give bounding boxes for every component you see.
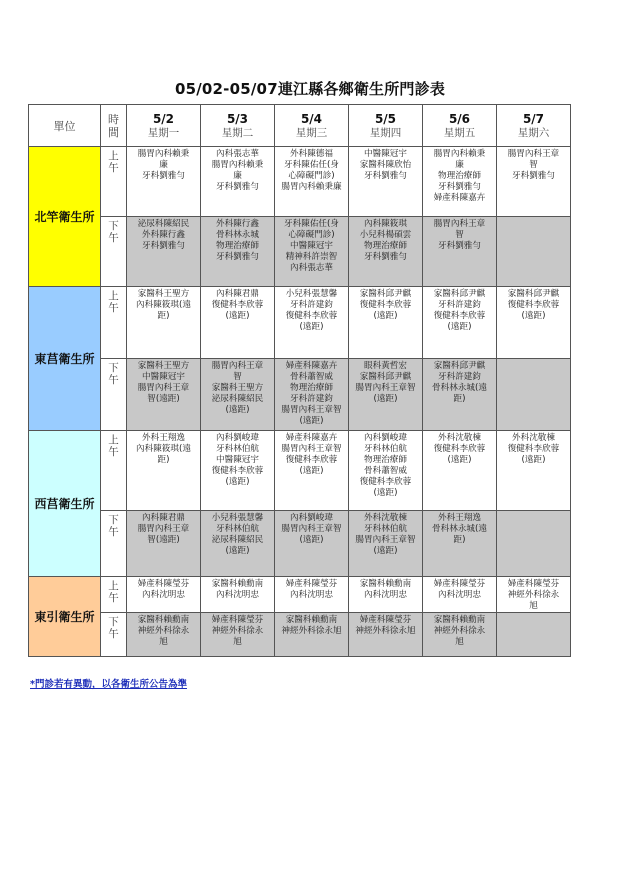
clinic-entry: 內科劉峻瑋 (216, 433, 259, 443)
day-date: 5/7 (522, 111, 545, 126)
clinic-entry: 心障礙門診) (288, 230, 335, 240)
clinic-cell (201, 577, 275, 613)
clinic-entry: 牙科劉雅勻 (142, 241, 185, 251)
day-weekday: 星期五 (443, 126, 476, 139)
clinic-cell (127, 217, 201, 287)
clinic-entry: (遠距) (299, 466, 324, 476)
clinic-entry: 家醫科賴勳南 (285, 615, 338, 625)
clinic-entry: 內科陳筱琪 (364, 219, 407, 229)
clinic-entry: 物理治療師 (216, 241, 259, 251)
station-name: 東引衛生所 (29, 577, 101, 657)
period-label (101, 217, 127, 287)
clinic-entry: 婦產科陳嘉卉 (285, 361, 338, 371)
clinic-entry: 復健科李欣蓉 (285, 455, 338, 465)
period-char: 上 (108, 434, 119, 446)
clinic-entry: 中醫陳冠宇 (142, 372, 185, 382)
period-char: 下 (108, 362, 119, 374)
schedule-row (29, 217, 571, 287)
day-header (349, 105, 423, 147)
clinic-entry: 家醫科邱尹麒 (507, 289, 560, 299)
clinic-cell (349, 287, 423, 359)
clinic-entry: 復健科李欣蓉 (285, 311, 338, 321)
clinic-entry: 婦產科陳瑩芬 (285, 579, 338, 589)
clinic-cell (201, 287, 275, 359)
clinic-entry: 骨科林永城(遠 (432, 524, 487, 534)
clinic-entry: 內科陳筱琪(遠 (136, 444, 191, 454)
day-weekday: 星期二 (221, 126, 254, 139)
clinic-cell (201, 431, 275, 511)
station-name: 北竿衛生所 (29, 147, 101, 287)
clinic-cell (275, 217, 349, 287)
clinic-entry: 牙科許建鈞 (438, 372, 481, 382)
clinic-entry: 腸胃內科王章 (137, 524, 190, 534)
day-date: 5/4 (300, 111, 323, 126)
period-char: 午 (108, 526, 119, 538)
period-label (101, 359, 127, 431)
clinic-entry: (遠距) (373, 394, 398, 404)
clinic-entry: 牙科許建鈞 (438, 300, 481, 310)
clinic-entry: 距) (157, 455, 170, 465)
clinic-cell (275, 287, 349, 359)
clinic-entry: 泌尿科陳紹民 (211, 394, 264, 404)
period-char: 午 (108, 592, 119, 604)
clinic-entry: 牙科劉雅勻 (216, 182, 259, 192)
clinic-entry: 心障礙門診) (288, 171, 335, 181)
period-label (101, 511, 127, 577)
clinic-entry: 牙科劉雅勻 (438, 182, 481, 192)
clinic-entry: 內科沈明忠 (364, 590, 407, 600)
clinic-entry: (遠距) (225, 546, 250, 556)
clinic-entry: 內科沈明忠 (438, 590, 481, 600)
clinic-entry: 牙科陳佑任(身 (284, 160, 339, 170)
period-char: 午 (108, 446, 119, 458)
period-char: 下 (108, 616, 119, 628)
clinic-entry: 神經外科徐永旭 (355, 626, 416, 636)
clinic-cell (127, 359, 201, 431)
clinic-entry: 家醫科邱尹麒 (433, 361, 486, 371)
period-char: 午 (108, 162, 119, 174)
time-header-char: 間 (108, 125, 119, 139)
period-char: 午 (108, 628, 119, 640)
clinic-entry: 外科沈敬棟 (364, 513, 407, 523)
clinic-cell (349, 147, 423, 217)
clinic-cell (423, 613, 497, 657)
day-header (201, 105, 275, 147)
clinic-entry: 牙科劉雅勻 (142, 171, 185, 181)
clinic-entry: 中醫陳冠宇 (290, 241, 333, 251)
clinic-entry: 家醫科王聖方 (211, 383, 264, 393)
station-name: 西莒衛生所 (29, 431, 101, 577)
clinic-cell (275, 511, 349, 577)
clinic-cell (497, 287, 571, 359)
period-char: 午 (108, 374, 119, 386)
clinic-entry: 眼科黃哲宏 (364, 361, 407, 371)
clinic-entry: 泌尿科陳紹民 (137, 219, 190, 229)
clinic-cell (349, 431, 423, 511)
clinic-entry: (遠距) (373, 311, 398, 321)
clinic-entry: (遠距) (373, 546, 398, 556)
day-weekday: 星期三 (295, 126, 328, 139)
clinic-cell (349, 359, 423, 431)
time-header (101, 105, 127, 147)
clinic-cell (275, 431, 349, 511)
clinic-entry: (遠距) (521, 455, 546, 465)
clinic-entry: 復健科李欣蓉 (433, 311, 486, 321)
clinic-entry: 牙科劉雅勻 (438, 241, 481, 251)
schedule-body (29, 147, 571, 657)
clinic-entry: 物理治療師 (364, 241, 407, 251)
clinic-entry: (遠距) (225, 405, 250, 415)
clinic-entry: (遠距) (521, 311, 546, 321)
clinic-entry: 家醫科賴勳南 (137, 615, 190, 625)
clinic-cell (497, 613, 571, 657)
clinic-entry: 中醫陳冠宇 (216, 455, 259, 465)
clinic-entry: 腸胃內科王章智 (281, 524, 342, 534)
clinic-cell (275, 147, 349, 217)
clinic-entry: (遠距) (373, 488, 398, 498)
day-date: 5/5 (374, 111, 397, 126)
clinic-entry: 內科沈明忠 (290, 590, 333, 600)
clinic-entry: 家醫科邱尹麒 (359, 372, 412, 382)
period-char: 午 (108, 232, 119, 244)
clinic-entry: 牙科劉雅勻 (364, 171, 407, 181)
clinic-entry: 廉 (159, 160, 168, 170)
clinic-entry: 家醫科邱尹麒 (359, 289, 412, 299)
clinic-entry: (遠距) (299, 535, 324, 545)
schedule-row (29, 613, 571, 657)
schedule-row (29, 147, 571, 217)
clinic-entry: 小兒科張慧馨 (285, 289, 338, 299)
period-label (101, 287, 127, 359)
clinic-cell (423, 511, 497, 577)
clinic-entry: 腸胃內科王章 (433, 219, 486, 229)
clinic-entry: 復健科李欣蓉 (507, 444, 560, 454)
clinic-entry: 泌尿科陳紹民 (211, 535, 264, 545)
period-char: 午 (108, 302, 119, 314)
unit-header: 單位 (29, 105, 101, 147)
clinic-cell (127, 577, 201, 613)
clinic-entry: 腸胃內科賴秉廉 (281, 182, 342, 192)
clinic-entry: 距) (157, 311, 170, 321)
clinic-entry: 婦產科陳瑩芬 (507, 579, 560, 589)
clinic-entry: 旭 (455, 637, 464, 647)
clinic-cell (349, 613, 423, 657)
clinic-entry: 牙科劉雅勻 (512, 171, 555, 181)
clinic-cell (423, 359, 497, 431)
clinic-cell (201, 147, 275, 217)
clinic-entry: 家醫科賴勳南 (211, 579, 264, 589)
clinic-entry: 家醫科王聖方 (137, 361, 190, 371)
schedule-row (29, 577, 571, 613)
clinic-cell (127, 147, 201, 217)
clinic-entry: 神經外科徐永 (433, 626, 486, 636)
clinic-cell (201, 613, 275, 657)
clinic-entry: 牙科許建鈞 (290, 394, 333, 404)
clinic-entry: 復健科李欣蓉 (433, 444, 486, 454)
clinic-entry: 腸胃內科王章智 (355, 535, 416, 545)
clinic-entry: (遠距) (225, 311, 250, 321)
clinic-cell (201, 217, 275, 287)
clinic-entry: 復健科李欣蓉 (507, 300, 560, 310)
clinic-cell (497, 217, 571, 287)
clinic-entry: 腸胃內科賴秉 (137, 149, 190, 159)
clinic-entry: 牙科劉雅勻 (216, 252, 259, 262)
clinic-entry: 神經外科徐永 (507, 590, 560, 600)
clinic-entry: 家醫科陳欣怡 (359, 160, 412, 170)
clinic-entry: 內科劉峻瑋 (364, 433, 407, 443)
clinic-entry: 小兒科張慧馨 (211, 513, 264, 523)
period-label (101, 577, 127, 613)
clinic-entry: 神經外科徐永 (137, 626, 190, 636)
clinic-entry: 智(遠距) (147, 535, 180, 545)
clinic-entry: 家醫科賴勳南 (433, 615, 486, 625)
time-header-char: 時 (108, 112, 119, 126)
clinic-entry: 智(遠距) (147, 394, 180, 404)
clinic-entry: 牙科林伯航 (216, 444, 259, 454)
clinic-cell (423, 431, 497, 511)
clinic-entry: 腸胃內科賴秉 (433, 149, 486, 159)
clinic-entry: 牙科林伯航 (364, 444, 407, 454)
day-weekday: 星期六 (517, 126, 550, 139)
header-row (29, 105, 571, 147)
clinic-cell (423, 147, 497, 217)
clinic-entry: 外科陳德福 (290, 149, 333, 159)
clinic-entry: (遠距) (447, 455, 472, 465)
schedule-change-note: *門診若有異動，以各衛生所公告為準 (30, 679, 187, 690)
clinic-entry: 小兒科楊碩雲 (359, 230, 412, 240)
clinic-entry: 腸胃內科王章智 (281, 444, 342, 454)
clinic-cell (497, 511, 571, 577)
clinic-entry: 腸胃內科王章 (137, 383, 190, 393)
clinic-cell (349, 217, 423, 287)
clinic-entry: 距) (453, 535, 466, 545)
period-char: 下 (108, 220, 119, 232)
clinic-entry: 智 (529, 160, 538, 170)
clinic-entry: 腸胃內科王章智 (281, 405, 342, 415)
station-name: 東莒衛生所 (29, 287, 101, 431)
clinic-entry: 廉 (455, 160, 464, 170)
clinic-entry: 內科張志華 (216, 149, 259, 159)
clinic-entry: 骨科林永城(遠 (432, 383, 487, 393)
clinic-cell (201, 359, 275, 431)
clinic-cell (275, 613, 349, 657)
clinic-entry: 復健科李欣蓉 (359, 477, 412, 487)
clinic-cell (201, 511, 275, 577)
schedule-row (29, 287, 571, 359)
clinic-entry: 婦產科陳瑩芬 (433, 579, 486, 589)
clinic-entry: 內科陳君鼎 (216, 289, 259, 299)
clinic-cell (127, 287, 201, 359)
schedule-row (29, 359, 571, 431)
day-date: 5/3 (226, 111, 249, 126)
clinic-entry: 婦產科陳嘉卉 (285, 433, 338, 443)
clinic-entry: 外科王翔逸 (142, 433, 185, 443)
clinic-cell (127, 431, 201, 511)
clinic-cell (423, 287, 497, 359)
clinic-cell (349, 511, 423, 577)
clinic-entry: 腸胃內科王章 (507, 149, 560, 159)
clinic-cell (423, 217, 497, 287)
clinic-entry: 物理治療師 (364, 455, 407, 465)
period-label (101, 147, 127, 217)
clinic-entry: 旭 (159, 637, 168, 647)
clinic-cell (275, 359, 349, 431)
clinic-entry: 內科陳君鼎 (142, 513, 185, 523)
clinic-entry: 內科沈明忠 (216, 590, 259, 600)
clinic-entry: (遠距) (225, 477, 250, 487)
clinic-entry: (遠距) (299, 322, 324, 332)
clinic-cell (497, 147, 571, 217)
clinic-entry: 牙科許建鈞 (290, 300, 333, 310)
clinic-entry: 腸胃內科賴秉 (211, 160, 264, 170)
clinic-entry: 外科沈敬棟 (438, 433, 481, 443)
clinic-entry: 旭 (233, 637, 242, 647)
clinic-entry: (遠距) (299, 416, 324, 426)
clinic-entry: 內科劉峻瑋 (290, 513, 333, 523)
clinic-entry: 骨科蕭智威 (364, 466, 407, 476)
clinic-entry: 外科陳行鑫 (216, 219, 259, 229)
period-label (101, 431, 127, 511)
clinic-schedule-table (28, 104, 571, 657)
clinic-entry: 家醫科王聖方 (137, 289, 190, 299)
clinic-cell (127, 511, 201, 577)
clinic-entry: 廉 (233, 171, 242, 181)
clinic-entry: 智 (233, 372, 242, 382)
clinic-entry: 物理治療師 (290, 383, 333, 393)
clinic-entry: 牙科林伯航 (216, 524, 259, 534)
clinic-entry: 神經外科徐永 (211, 626, 264, 636)
clinic-entry: 復健科李欣蓉 (211, 300, 264, 310)
day-date: 5/2 (152, 111, 175, 126)
period-char: 上 (108, 580, 119, 592)
clinic-entry: 旭 (529, 601, 538, 611)
clinic-cell (275, 577, 349, 613)
period-char: 上 (108, 290, 119, 302)
clinic-cell (127, 613, 201, 657)
period-label (101, 613, 127, 657)
clinic-entry: 牙科陳佑任(身 (284, 219, 339, 229)
clinic-entry: 家醫科邱尹麒 (433, 289, 486, 299)
clinic-entry: 復健科李欣蓉 (211, 466, 264, 476)
clinic-entry: 婦產科陳瑩芬 (137, 579, 190, 589)
clinic-entry: 精神科許崇智 (285, 252, 338, 262)
clinic-entry: 家醫科賴勳南 (359, 579, 412, 589)
clinic-entry: 智 (455, 230, 464, 240)
day-weekday: 星期四 (369, 126, 402, 139)
clinic-entry: 距) (453, 394, 466, 404)
clinic-cell (497, 359, 571, 431)
page-title: 05/02-05/07連江縣各鄉衛生所門診表 (174, 80, 446, 98)
day-weekday: 星期一 (147, 126, 180, 139)
clinic-entry: 腸胃內科王章智 (355, 383, 416, 393)
day-header (497, 105, 571, 147)
schedule-row (29, 431, 571, 511)
clinic-entry: 婦產科陳瑩芬 (211, 615, 264, 625)
clinic-entry: 牙科林伯航 (364, 524, 407, 534)
clinic-entry: 骨科蕭智威 (290, 372, 333, 382)
clinic-entry: 中醫陳冠宇 (364, 149, 407, 159)
schedule-row (29, 511, 571, 577)
clinic-cell (497, 577, 571, 613)
clinic-entry: (遠距) (447, 322, 472, 332)
period-char: 下 (108, 514, 119, 526)
clinic-entry: 物理治療師 (438, 171, 481, 181)
clinic-entry: 內科陳筱琪(遠 (136, 300, 191, 310)
clinic-cell (423, 577, 497, 613)
clinic-entry: 腸胃內科王章 (211, 361, 264, 371)
day-date: 5/6 (448, 111, 471, 126)
clinic-entry: 外科陳行鑫 (142, 230, 185, 240)
clinic-entry: 復健科李欣蓉 (359, 300, 412, 310)
clinic-entry: 神經外科徐永旭 (281, 626, 342, 636)
clinic-entry: 婦產科陳瑩芬 (359, 615, 412, 625)
clinic-entry: 婦產科陳嘉卉 (433, 193, 486, 203)
day-header (127, 105, 201, 147)
period-char: 上 (108, 150, 119, 162)
clinic-entry: 牙科劉雅勻 (364, 252, 407, 262)
clinic-entry: 外科沈敬棟 (512, 433, 555, 443)
day-header (423, 105, 497, 147)
clinic-cell (349, 577, 423, 613)
day-header (275, 105, 349, 147)
clinic-cell (497, 431, 571, 511)
clinic-entry: 外科王翔逸 (438, 513, 481, 523)
clinic-entry: 內科沈明忠 (142, 590, 185, 600)
clinic-entry: 骨科林永城 (216, 230, 259, 240)
clinic-entry: 內科張志華 (290, 263, 333, 273)
